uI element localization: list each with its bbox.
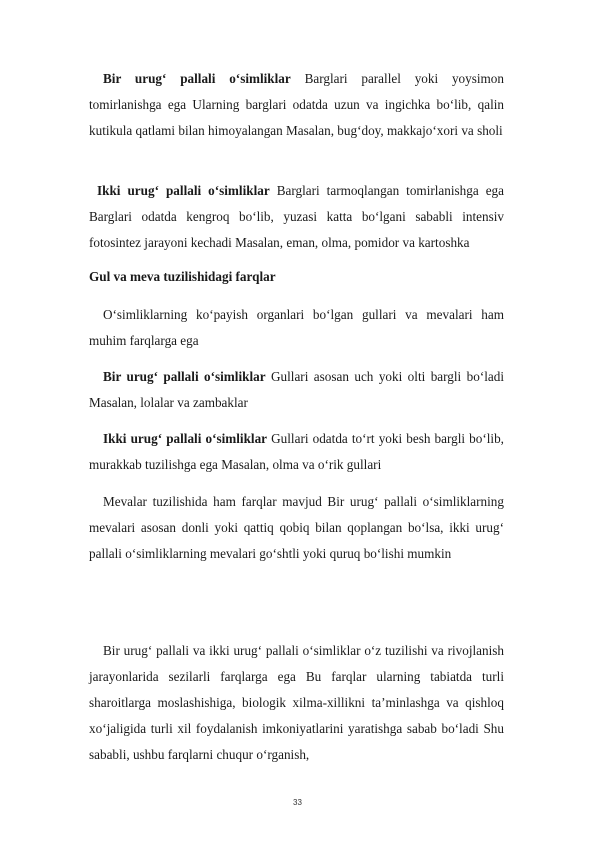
paragraph-text: Mevalar tuzilishida ham farqlar mavjud Bir urug‘ pallali o‘simliklarning mevalari asosan donli yoki qattiq qobiq bilan qoplangan bo‘lsa, ikki urug‘ pallali o‘simliklarning mevalari go‘shtli yoki quruq bo‘lishi mumkin xyxy=(89,494,504,561)
paragraph-text: Gullari odatda to‘rt yoki besh bargli bo‘lib, murakkab tuzilishga ega Masalan, olma va o‘rik gullari xyxy=(89,431,504,472)
paragraph-monocot-flowers xyxy=(89,364,504,416)
paragraph-text: O‘simliklarning ko‘payish organlari bo‘lgan gullari va mevalari ham muhim farqlarga ega xyxy=(89,307,504,348)
paragraph-dicot-leaves xyxy=(89,178,504,256)
paragraph-dicot-flowers xyxy=(89,426,504,478)
paragraph-fruits xyxy=(89,489,504,567)
paragraph-conclusion xyxy=(89,638,504,768)
term-monocots: Bir urug‘ pallali o‘simliklar xyxy=(103,369,266,384)
paragraph-text: Bir urug‘ pallali va ikki urug‘ pallali o‘simliklar o‘z tuzilishi va rivojlanish jarayonlarida sezilarli farqlarga ega Bu farqlar ularning tabiatda turli sharoitlarga moslashishiga, biologik xilma-xillikni ta’minlashga va qishloq xo‘jaligida turli xil foydalanish imkoniyatlarini yaratishga sabab bo‘ladi Shu sababli, ushbu farqlarni chuqur o‘rganish, xyxy=(89,643,504,762)
paragraph-text: Barglari tarmoqlangan tomirlanishga ega Barglari odatda kengroq bo‘lib, yuzasi katta bo‘lgani sababli intensiv fotosintez jarayoni kechadi Masalan, eman, olma, pomidor va kartoshka xyxy=(89,183,504,250)
paragraph-monocot-leaves xyxy=(89,66,504,144)
page-number: 33 xyxy=(293,798,302,807)
paragraph-text: Gullari asosan uch yoki olti bargli bo‘ladi Masalan, lolalar va zambaklar xyxy=(89,369,504,410)
paragraph-text: Barglari parallel yoki yoysimon tomirlanishga ega Ularning barglari odatda uzun va ingichka bo‘lib, qalin kutikula qatlami bilan himoyalangan Masalan, bug‘doy, makkajo‘xori va sholi xyxy=(89,71,504,138)
term-monocots: Bir urug‘ pallali o‘simliklar xyxy=(103,71,291,86)
term-dicots: Ikki urug‘ pallali o‘simliklar xyxy=(103,431,268,446)
paragraph-intro-flowers xyxy=(89,302,504,354)
section-heading: Gul va meva tuzilishidagi farqlar xyxy=(89,269,276,284)
term-dicots: Ikki urug‘ pallali o‘simliklar xyxy=(97,183,270,198)
